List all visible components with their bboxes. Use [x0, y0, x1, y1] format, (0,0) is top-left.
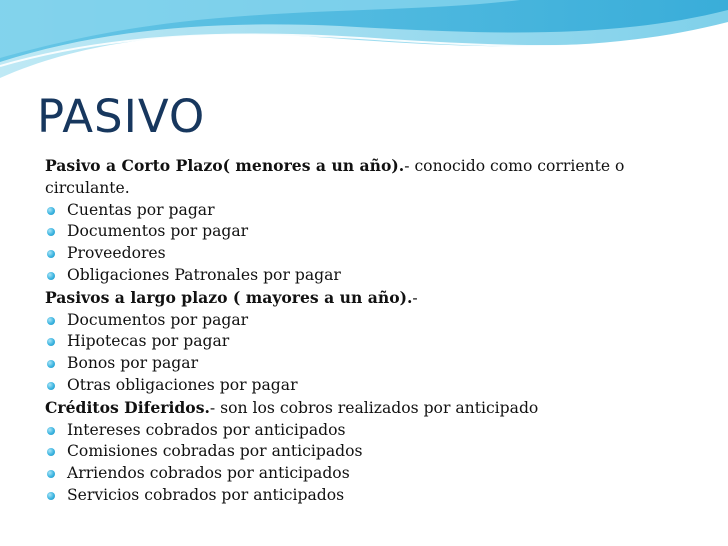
- deferred-credits-list: [45, 420, 645, 507]
- long-term-liabilities-list: [45, 310, 645, 397]
- section-heading-rest: -: [412, 288, 418, 307]
- list-item: [45, 375, 645, 397]
- list-item-label: Hipotecas por pagar: [67, 332, 230, 351]
- list-item: [45, 463, 645, 485]
- bullet-icon: [47, 317, 55, 325]
- bullet-icon: [47, 338, 55, 346]
- bullet-icon: [47, 228, 55, 236]
- slide-title: PASIVO: [37, 90, 206, 143]
- list-item: [45, 221, 645, 243]
- list-item: [45, 485, 645, 507]
- short-term-liabilities-list: [45, 200, 645, 287]
- list-item-label: Bonos por pagar: [67, 354, 199, 373]
- bullet-icon: [47, 448, 55, 456]
- section-heading-long-term: [45, 287, 645, 310]
- list-item-label: Proveedores: [67, 244, 166, 263]
- list-item: [45, 420, 645, 442]
- bullet-icon: [47, 250, 55, 258]
- list-item: [45, 265, 645, 287]
- list-item-label: Intereses cobrados por anticipados: [67, 420, 346, 439]
- list-item: [45, 200, 645, 222]
- list-item-label: Servicios cobrados por anticipados: [67, 485, 345, 504]
- section-heading-deferred-credits: [45, 397, 645, 420]
- list-item-label: Cuentas por pagar: [67, 200, 215, 219]
- list-item: [45, 243, 645, 265]
- bullet-icon: [47, 427, 55, 435]
- section-heading-rest: - conocido como corriente o circulante.: [45, 157, 625, 197]
- section-heading-rest: - son los cobros realizados por anticipado: [209, 398, 539, 417]
- list-item-label: Obligaciones Patronales por pagar: [67, 265, 341, 284]
- list-item: [45, 331, 645, 353]
- bullet-icon: [47, 492, 55, 500]
- list-item-label: Arriendos cobrados por anticipados: [67, 464, 350, 483]
- list-item: [45, 353, 645, 375]
- list-item-label: Comisiones cobradas por anticipados: [67, 442, 363, 461]
- list-item-label: Documentos por pagar: [67, 222, 249, 241]
- section-heading-bold: Pasivo a Corto Plazo( menores a un año).: [45, 156, 405, 175]
- list-item: [45, 310, 645, 332]
- list-item-label: Documentos por pagar: [67, 310, 249, 329]
- bullet-icon: [47, 470, 55, 478]
- list-item-label: Otras obligaciones por pagar: [67, 375, 298, 394]
- section-heading-bold: Pasivos a largo plazo ( mayores a un año).: [45, 287, 413, 307]
- list-item: [45, 441, 645, 463]
- bullet-icon: [47, 360, 55, 368]
- bullet-icon: [47, 382, 55, 390]
- header-wave-decoration: [0, 0, 728, 90]
- section-heading-short-term: [45, 155, 645, 200]
- section-heading-bold: Créditos Diferidos.: [45, 397, 210, 417]
- slide-content: [45, 155, 645, 507]
- bullet-icon: [47, 272, 55, 280]
- bullet-icon: [47, 207, 55, 215]
